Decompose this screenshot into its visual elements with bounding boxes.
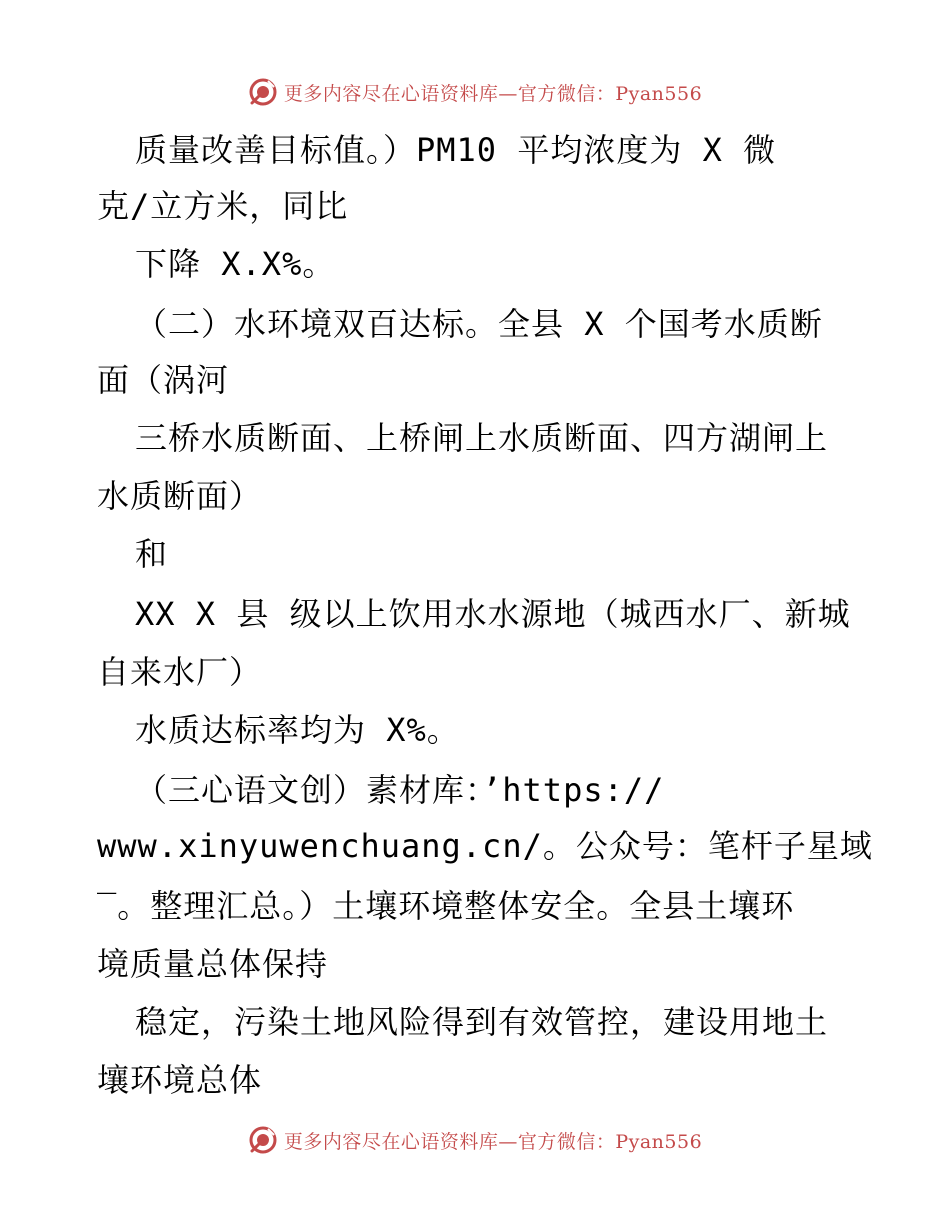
text-line: 下降 X.X%。 — [135, 245, 336, 283]
text-line: www.xinyuwenchuang.cn/。公众号：笔杆子星域 — [97, 827, 873, 865]
text-line: 稳定，污染土地风险得到有效管控，建设用地土 — [135, 1003, 829, 1041]
text-line: 面（涡河 — [97, 361, 230, 399]
pen-seal-logo-icon — [248, 1125, 278, 1155]
text-line: （三心语文创）素材库：’https:// — [135, 771, 665, 809]
text-line: 自来水厂） — [97, 653, 263, 691]
header-banner-text: 更多内容尽在心语资料库—官方微信：Pyan556 — [283, 82, 703, 105]
text-line: 壤环境总体 — [97, 1061, 263, 1099]
footer-banner — [0, 1120, 950, 1160]
text-line: （二）水环境双百达标。全县 X 个国考水质断 — [135, 305, 823, 343]
text-line: 境质量总体保持 — [97, 945, 329, 983]
header-banner — [0, 72, 950, 112]
text-line: ‾。整理汇总。）土壤环境整体安全。全县土壤环 — [97, 887, 795, 925]
text-line: 和 — [135, 535, 169, 573]
pen-seal-logo-icon — [248, 77, 278, 107]
text-line: 水质断面） — [97, 477, 263, 515]
footer-banner-text: 更多内容尽在心语资料库—官方微信：Pyan556 — [283, 1130, 703, 1153]
text-line: 克/立方米，同比 — [97, 187, 349, 225]
text-line: 质量改善目标值。）PM10 平均浓度为 X 微 — [135, 131, 777, 169]
text-line: 水质达标率均为 X%。 — [135, 711, 460, 749]
text-line: 三桥水质断面、上桥闸上水质断面、四方湖闸上 — [135, 419, 829, 457]
text-line: XX X 县 级以上饮用水水源地（城西水厂、新城 — [135, 595, 851, 633]
